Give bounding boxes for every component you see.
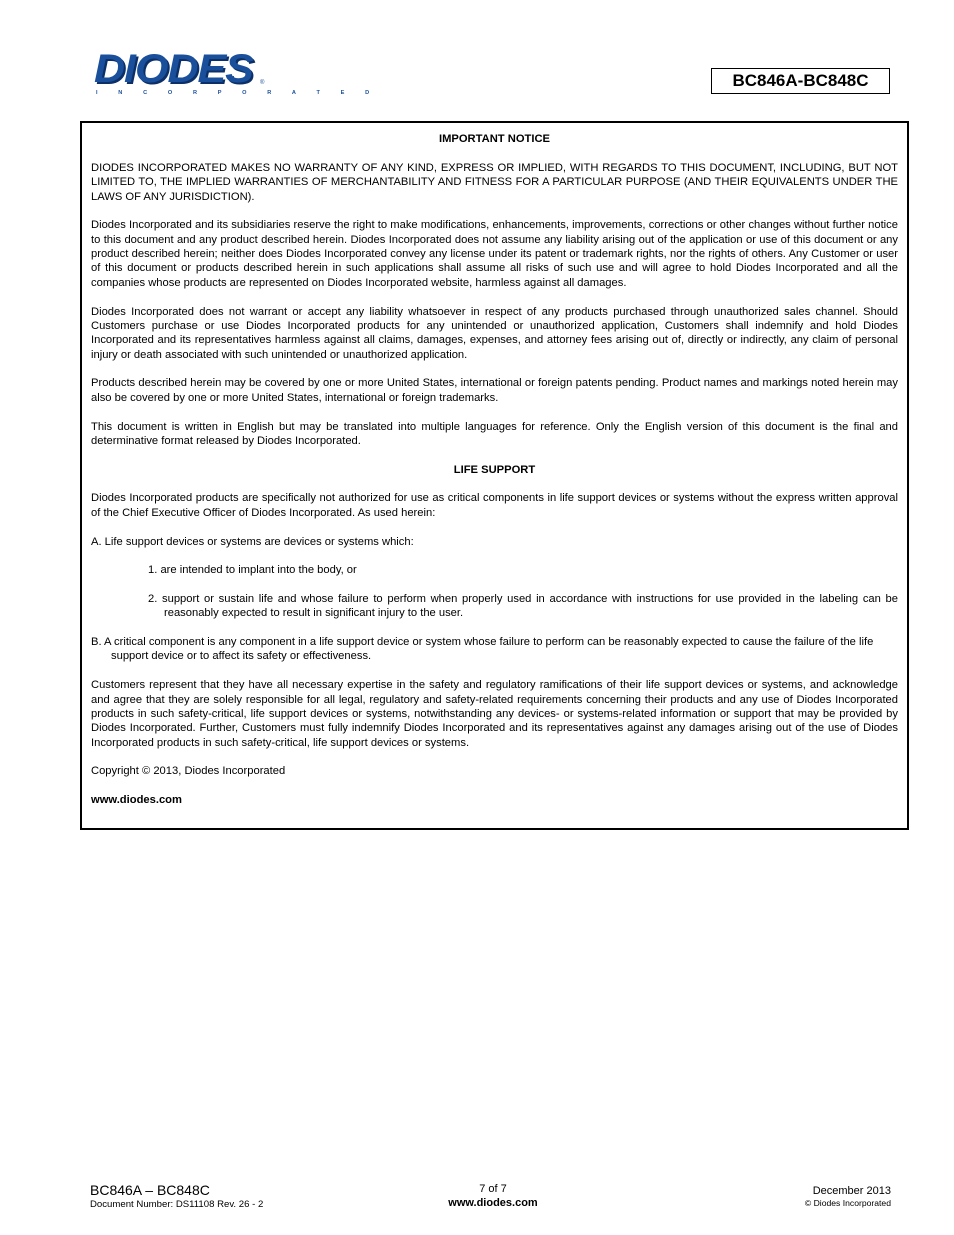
unauthorized-sales-paragraph: Diodes Incorporated does not warrant or accept any liability whatsoever in respect of any products purchased through unauthorized sales channel. Should Customers purchase or use Diodes Incorporated products for any unintended or unauthorized application, Customers shall indemnify and hold Diodes Incorporated and its representatives harmless against all claims, damages, expenses, and attorney fees arising out of, directly or indirectly, any claim of personal injury or death associated with such unintended or unauthorized application.: [91, 305, 898, 361]
logo-wordmark: DIODES: [94, 47, 253, 92]
modifications-paragraph: Diodes Incorporated and its subsidiaries reserve the right to make modifications, enhancements, improvements, corrections or other changes without further notice to this document and any product described herein. Diodes Incorporated does not assume any liability arising out of the application or use of this document or any product described herein; neither does Diodes Incorporated convey any license under its patent or trademark rights, nor the rights of others. Any Customer or user of this document or products described herein in such applications shall assume all risks of such use and will agree to hold Diodes Incorporated and all the companies whose products are represented on Diodes Incorporated website, harmless against all damages.: [91, 219, 898, 289]
logo-registered-mark: ®: [260, 80, 265, 86]
footer-product: BC846A – BC848C: [90, 1182, 210, 1198]
footer-page-number: 7 of 7: [479, 1183, 507, 1195]
life-support-intro: Diodes Incorporated products are specifically not authorized for use as critical components in life support devices or systems without the express written approval of the Chief Executive Officer of Diodes Incorporated. As used herein:: [91, 492, 898, 519]
life-support-item-a: A. Life support devices or systems are devices or systems which:: [91, 535, 414, 548]
life-support-item-b: B. A critical component is any component in a life support device or system whose failure to perform can be reasonably expected to cause the failure of the life support device or to affect its safety or effectiveness.: [91, 636, 874, 663]
footer-right: [805, 1184, 891, 1209]
language-paragraph: This document is written in English but may be translated into multiple languages for reference. Only the English version of this document is the final and determinative format released by Diodes Incorporated.: [91, 420, 898, 447]
footer-website-link[interactable]: www.diodes.com: [448, 1197, 538, 1209]
warranty-paragraph: DIODES INCORPORATED MAKES NO WARRANTY OF ANY KIND, EXPRESS OR IMPLIED, WITH REGARDS TO THIS DOCUMENT, INCLUDING, BUT NOT LIMITED TO, THE IMPLIED WARRANTIES OF MERCHANTABILITY AND FITNESS FOR A PARTICULAR PURPOSE (AND THEIR EQUIVALENTS UNDER THE LAWS OF ANY JURISDICTION).: [91, 161, 898, 203]
website-link[interactable]: www.diodes.com: [91, 794, 182, 807]
life-support-heading: LIFE SUPPORT: [453, 463, 536, 476]
copyright-line: Copyright © 2013, Diodes Incorporated: [91, 765, 286, 778]
logo-tagline: I N C O R P O R A T E D: [96, 90, 379, 96]
footer-left: [90, 1182, 263, 1211]
important-notice-box: [80, 121, 909, 830]
important-notice-heading: IMPORTANT NOTICE: [438, 133, 551, 145]
life-support-subitem-2: 2. support or sustain life and whose failure to perform when properly used in accordance with instructions for use provided in the labeling can be reasonably expected to result in significant injury to the user.: [148, 592, 898, 620]
part-number-box: BC846A-BC848C: [711, 68, 890, 94]
life-support-subitem-1: 1. are intended to implant into the body, or: [148, 564, 357, 577]
customers-paragraph: Customers represent that they have all necessary expertise in the safety and regulatory ramifications of their life support devices or systems, and acknowledge and agree that they are solely responsible for all legal, regulatory and safety-related requirements concerning their products and any use of Diodes Incorporated products in such safety-critical, life support devices or systems, notwithstanding any devices- or systems-related information or support that may be provided by Diodes Incorporated. Further, Customers must fully indemnify Diodes Incorporated and its representatives against any damages arising out of the use of Diodes Incorporated products in such safety-critical, life support devices or systems.: [91, 679, 898, 749]
diodes-logo: [94, 47, 379, 100]
footer-date: December 2013: [812, 1185, 891, 1197]
footer-copyright: © Diodes Incorporated: [804, 1198, 891, 1208]
footer-center: [393, 1182, 593, 1210]
patents-paragraph: Products described herein may be covered by one or more United States, international or foreign patents pending. Product names and markings noted herein may also be covered by one or more United States, international or foreign trademarks.: [91, 377, 898, 404]
footer-doc-number: Document Number: DS11108 Rev. 26 - 2: [90, 1199, 264, 1210]
